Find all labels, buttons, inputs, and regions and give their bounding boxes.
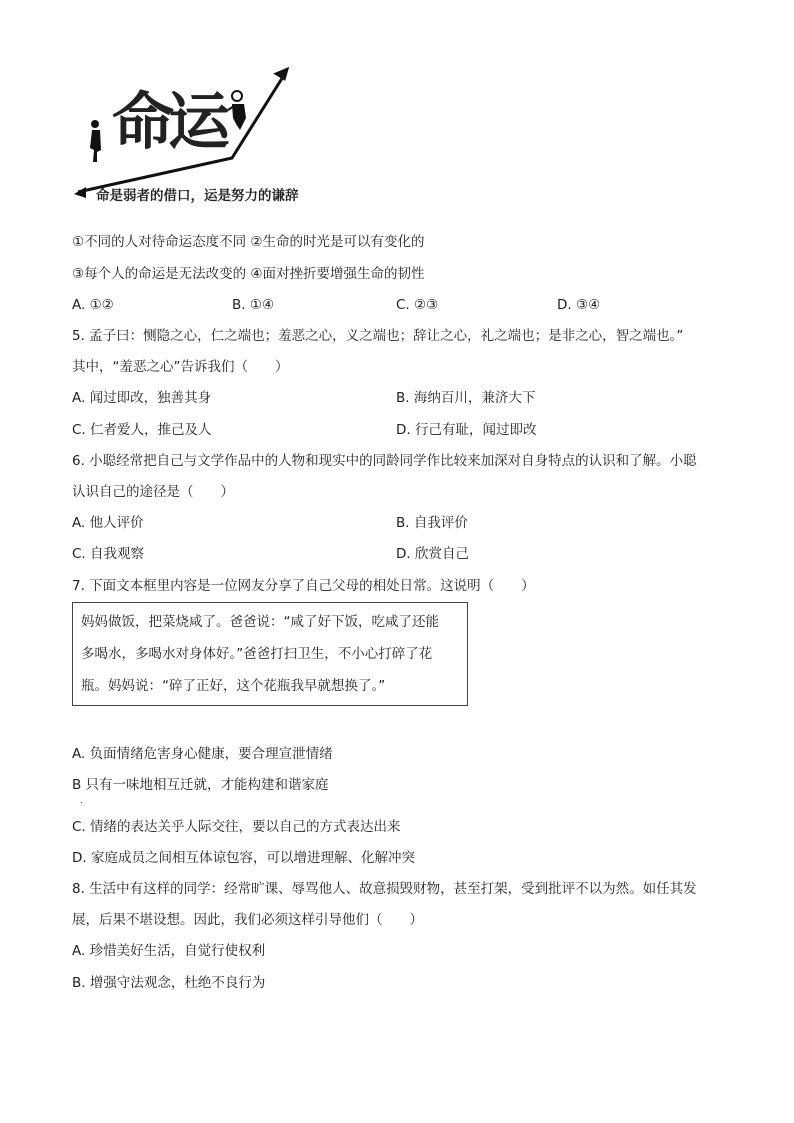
q4-statement-2: ③每个人的命运是无法改变的 ④面对挫折要增强生命的韧性 xyxy=(72,266,425,282)
q7-option-b[interactable]: B 只有一味地相互迁就，才能构建和谐家庭 xyxy=(72,777,329,793)
q8-stem-line-1: 8. 生活中有这样的同学：经常旷课、辱骂他人、故意损毁财物，甚至打架，受到批评不以为然。如任其发 xyxy=(72,881,697,897)
q4-option-b[interactable]: B. ①④ xyxy=(232,297,275,313)
q8-stem-line-2: 展，后果不堪设想。因此，我们必须这样引导他们（ ） xyxy=(72,912,423,928)
q5-option-d[interactable]: D. 行己有耻，闻过即改 xyxy=(396,422,537,438)
q5-stem-line-1: 5. 孟子曰：恻隐之心，仁之端也；羞恶之心，义之端也；辞让之心，礼之端也；是非之心，智之端也。” xyxy=(72,328,684,344)
stray-dot: . xyxy=(80,796,83,805)
q8-option-a[interactable]: A. 珍惜美好生活，自觉行使权利 xyxy=(72,943,266,959)
q6-stem-line-2: 认识自己的途径是（ ） xyxy=(72,484,234,500)
person-right-icon xyxy=(228,91,246,130)
q5-option-b[interactable]: B. 海纳百川，兼济大下 xyxy=(396,390,536,406)
fate-caption: 命是弱者的借口，运是努力的谦辞 xyxy=(96,188,299,204)
fate-big-text: 命运 xyxy=(112,85,225,158)
q6-stem-line-1: 6. 小聪经常把自己与文学作品中的人物和现实中的同龄同学作比较来加深对自身特点的认识和了解。小聪 xyxy=(72,453,697,469)
q5-option-a[interactable]: A. 闻过即改，独善其身 xyxy=(72,390,212,406)
q4-statement-1: ①不同的人对待命运态度不同 ②生命的时光是可以有变化的 xyxy=(72,234,425,250)
q6-option-b[interactable]: B. 自我评价 xyxy=(396,515,468,531)
person-left-icon xyxy=(90,120,101,162)
q7-option-c[interactable]: C. 情绪的表达关乎人际交往，要以自己的方式表达出来 xyxy=(72,819,401,835)
q4-option-a[interactable]: A. ①② xyxy=(72,297,114,313)
q7-box-line-2: 多喝水，多喝水对身体好。”爸爸打扫卫生，不小心打碎了花 xyxy=(81,646,433,662)
q4-option-c[interactable]: C. ②③ xyxy=(396,297,439,313)
q8-option-b[interactable]: B. 增强守法观念，杜绝不良行为 xyxy=(72,975,266,991)
q7-box-line-3: 瓶。妈妈说：“碎了正好，这个花瓶我早就想换了。” xyxy=(81,678,386,694)
q7-option-a[interactable]: A. 负面情绪危害身心健康，要合理宣泄情绪 xyxy=(72,746,333,762)
q4-option-d[interactable]: D. ③④ xyxy=(557,297,601,313)
q6-option-c[interactable]: C. 自我观察 xyxy=(72,546,145,562)
q7-box-line-1: 妈妈做饭，把菜烧咸了。爸爸说：“咸了好下饭，吃咸了还能 xyxy=(81,614,439,630)
q6-option-a[interactable]: A. 他人评价 xyxy=(72,515,144,531)
q7-option-d[interactable]: D. 家庭成员之间相互体谅包容，可以增进理解、化解冲突 xyxy=(72,850,415,866)
q7-text-box xyxy=(72,602,468,706)
q5-option-c[interactable]: C. 仁者爱人，推己及人 xyxy=(72,422,212,438)
q6-option-d[interactable]: D. 欣赏自己 xyxy=(396,546,469,562)
q7-stem: 7. 下面文本框里内容是一位网友分享了自己父母的相处日常。这说明（ ） xyxy=(72,578,535,594)
q5-stem-line-2: 其中，“羞恶之心”告诉我们（ ） xyxy=(72,359,289,375)
